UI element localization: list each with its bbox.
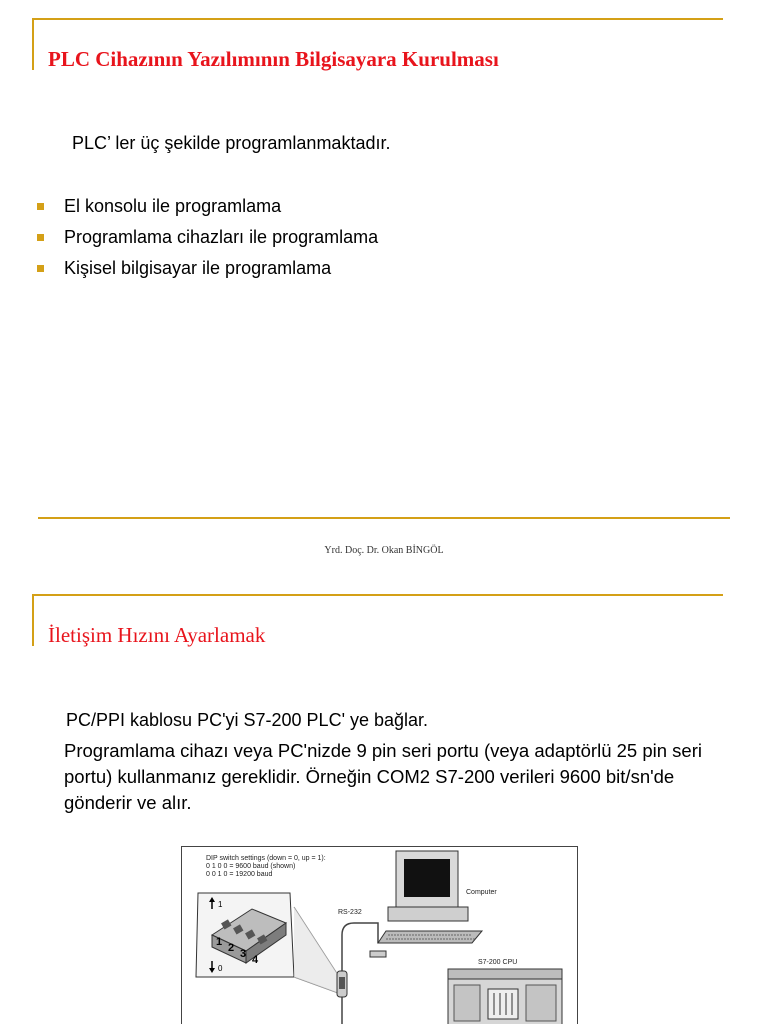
slide1-bottom-rule [38,517,730,519]
switch-number: 1 [216,936,223,948]
bullet-square-icon [37,203,44,210]
bullet-text: El konsolu ile programlama [64,196,282,216]
bullet-square-icon [37,265,44,272]
bullet-text: Kişisel bilgisayar ile programlama [64,258,332,278]
slide1-left-rule [32,18,34,70]
slide2-line1: PC/PPI kablosu PC'yi S7-200 PLC' ye bağlar. [66,710,429,730]
dip-switch-illustration [196,893,294,977]
dip-setting-19200: 0 0 1 0 = 19200 baud [206,871,273,878]
slide1-title: PLC Cihazının Yazılımının Bilgisayara Kurulması [48,47,499,71]
connection-diagram [181,846,578,1024]
switch-number: 3 [240,948,247,960]
dip-setting-9600: 0 1 0 0 = 9600 baud (shown) [206,863,296,870]
bullet-text: Programlama cihazları ile programlama [64,227,379,247]
dip-settings-title: DIP switch settings (down = 0, up = 1): [206,855,326,862]
bullet-square-icon [37,234,44,241]
s7-200-cpu-icon [448,969,562,1024]
slide2-title: İletişim Hızını Ayarlamak [48,623,266,647]
diagram-graphics [182,847,578,1024]
cpu-label: S7-200 CPU [478,959,518,966]
slide1-footer: Yrd. Doç. Dr. Okan BİNGÖL [324,545,444,556]
rs232-label: RS-232 [338,909,362,916]
slide2-top-rule [32,594,723,596]
list-item [34,224,378,255]
computer-label: Computer [466,889,497,896]
slide1-bullet-list [34,193,378,286]
computer-icon [370,851,482,957]
slide2-left-rule [32,594,34,646]
down-label: 0 [218,964,223,973]
switch-number: 4 [252,954,259,966]
list-item [34,193,378,224]
slide1-top-rule [32,18,723,20]
slide2-paragraph: Programlama cihazı veya PC'nizde 9 pin seri portu (veya adaptörlü 25 pin seri portu) kullanmanız gereklidir. Örneğin COM2 S7-200 verileri 9600 bit/sn'de gönderir ve alır. [64,740,702,813]
list-item [34,255,378,286]
up-label: 1 [218,900,223,909]
slide1-intro: PLC’ ler üç şekilde programlanmaktadır. [72,133,391,153]
switch-number: 2 [228,942,235,954]
